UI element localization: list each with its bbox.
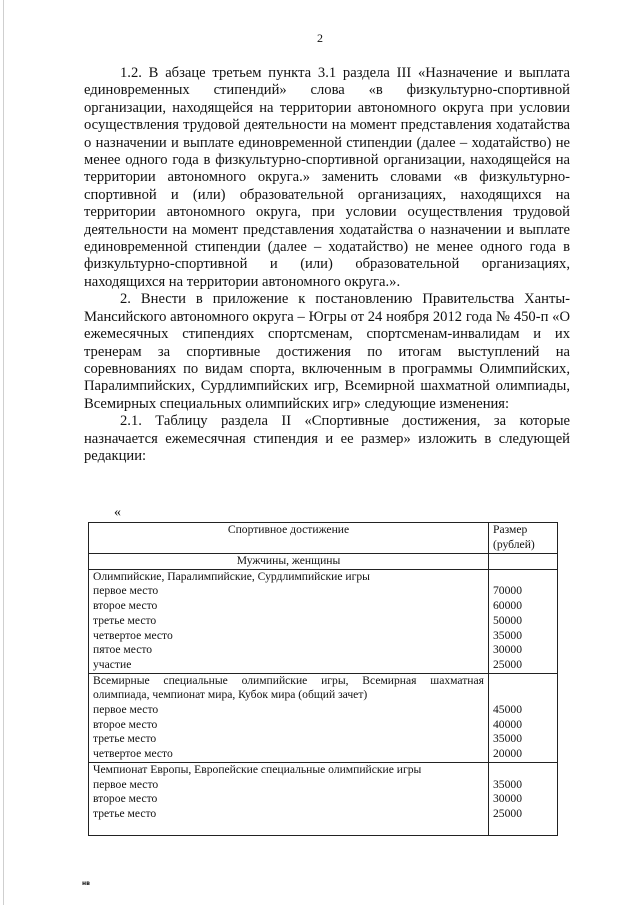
group-amounts: [489, 569, 558, 673]
amount-spacer: [493, 674, 553, 689]
amount-spacer: [493, 570, 553, 585]
amount-value: 20000: [493, 747, 522, 761]
header-size: [489, 523, 558, 554]
header-size-line2: (рублей): [493, 537, 535, 551]
place-label: первое место: [93, 777, 159, 791]
place-label: второе место: [93, 792, 158, 806]
paragraph-2: 2. Внести в приложение к постановлению Правительства Ханты-Мансийского автономного округа – Югры от 24 ноября 2012 года № 450-п «О ежемесячных стипендиях спортсменам, спортсменам-инвалидам и их тренерам за спортивные достижения по итогам выступлений на соревнованиях по видам спорта, включенным в программы Олимпийских, Паралимпийских, Сурдлимпийских игр, Всемирной шахматной олимпиады, Всемирных специальных олимпийских игр» следующие изменения:: [84, 291, 570, 412]
header-size-line1: Размер: [493, 523, 528, 536]
amount-value: 30000: [493, 792, 522, 806]
amount-spacer: [493, 763, 553, 778]
opening-quote: «: [114, 505, 121, 520]
table-header-row: [89, 523, 558, 554]
category-row: [89, 554, 558, 570]
amount-value: 50000: [493, 613, 522, 627]
place-label: второе место: [93, 717, 158, 731]
group-places: [89, 673, 489, 762]
category-size-empty: [489, 554, 558, 570]
header-achievement: Спортивное достижение: [89, 523, 489, 554]
table-group-row: [89, 762, 558, 835]
document-body: [84, 65, 570, 465]
amount-value: 25000: [493, 657, 522, 671]
page-number: 2: [317, 31, 323, 45]
amount-value: 35000: [493, 777, 522, 791]
place-label: третье место: [93, 806, 157, 820]
place-label: пятое место: [93, 643, 153, 657]
paragraph-2-1: 2.1. Таблицу раздела II «Спортивные достижения, за которые назначается ежемесячная стипендия и ее размер» изложить в следующей редакции:: [84, 413, 570, 464]
footer-marker: нв: [82, 880, 90, 887]
group-title: Чемпионат Европы, Европейские специальные олимпийские игры: [93, 762, 422, 776]
place-label: первое место: [93, 703, 159, 717]
amount-value: 35000: [493, 628, 522, 642]
amount-value: 60000: [493, 599, 522, 613]
achievements-table: [88, 522, 558, 836]
group-places: [89, 762, 489, 835]
category-label: Мужчины, женщины: [89, 554, 489, 570]
scan-edge-line: [3, 0, 4, 905]
place-label: четвертое место: [93, 747, 173, 761]
amount-value: 70000: [493, 584, 522, 598]
amount-value: 45000: [493, 703, 522, 717]
group-amounts: [489, 762, 558, 835]
group-title: Олимпийские, Паралимпийские, Сурдлимпийские игры: [93, 569, 370, 583]
amount-value: 25000: [493, 806, 522, 820]
group-amounts: [489, 673, 558, 762]
place-label: первое место: [93, 584, 159, 598]
paragraph-1-2: 1.2. В абзаце третьем пункта 3.1 раздела III «Назначение и выплата единовременных стипендий» слова «в физкультурно-спортивной организации, находящейся на территории автономного округа при условии осуществления трудовой деятельности на момент представления ходатайства о назначении и выплате единовременной стипендии (далее – ходатайство) не менее одного года в физкультурно-спортивной организации, находящейся на территории автономного округа.» заменить словами «в физкультурно-спортивной и (или) образовательной организациях, находящихся на территории автономного округа, при условии осуществления трудовой деятельности на момент представления ходатайства о назначении и выплате единовременной стипендии (далее – ходатайство) не менее одного года в физкультурно-спортивной и (или) образовательной организациях, находящихся на территории автономного округа.».: [84, 65, 570, 290]
amount-value: 40000: [493, 717, 522, 731]
amount-value: 35000: [493, 732, 522, 746]
place-label: третье место: [93, 732, 157, 746]
amount-spacer: [493, 688, 553, 703]
place-label: четвертое место: [93, 628, 173, 642]
amount-value: 30000: [493, 643, 522, 657]
group-places: [89, 569, 489, 673]
table-group-row: [89, 673, 558, 762]
place-label: третье место: [93, 613, 157, 627]
group-title: Всемирные специальные олимпийские игры, Всемирная шахматная олимпиада, чемпионат мира, Кубок мира (общий зачет): [93, 673, 484, 702]
place-label: второе место: [93, 599, 158, 613]
table-group-row: [89, 569, 558, 673]
place-label: участие: [93, 657, 132, 671]
